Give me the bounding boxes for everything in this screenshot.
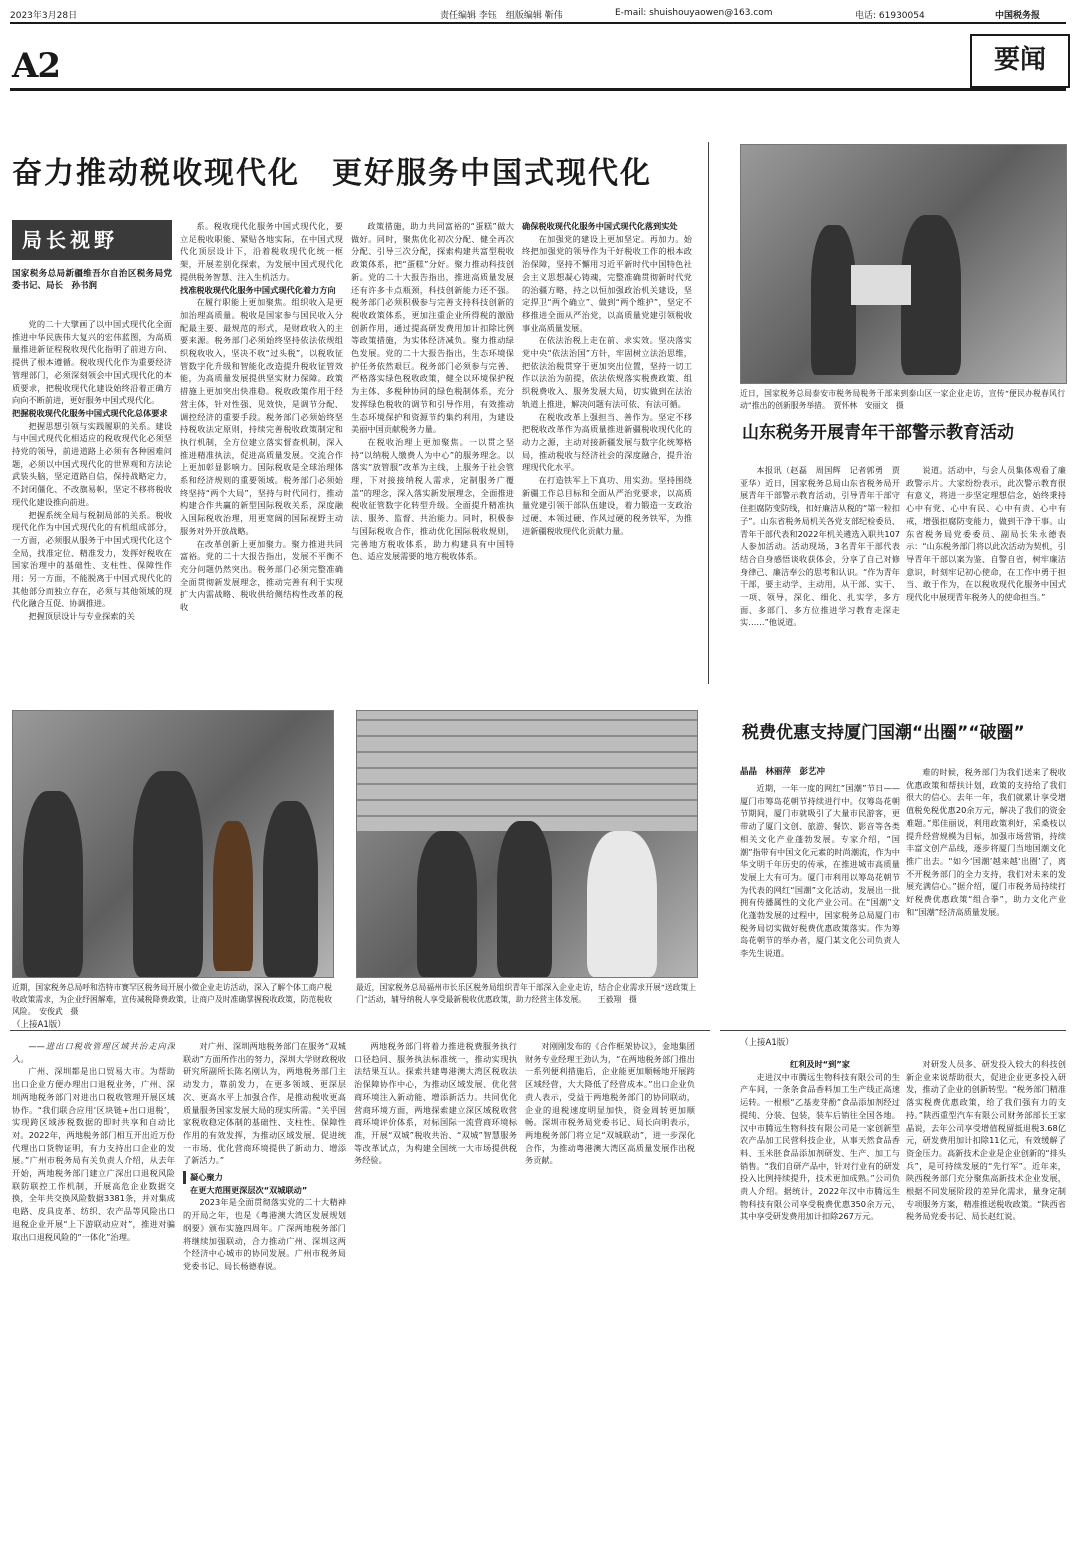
header-rule-thick: [10, 88, 1066, 91]
photo-caption-right: 近日，国家税务总局泰安市税务局税务干部来到泰山区一家企业走访，宣传“便民办税春风行动”推出的创新服务举措。 贾怀林 安丽文 摄: [740, 389, 1065, 410]
subheading: 在更大范围更深层次“双城联动”: [190, 1184, 308, 1195]
shandong-col-2: [906, 464, 1066, 684]
xiamen-col-2: [906, 766, 1066, 1017]
subheading: 红利及时“到”家: [790, 1059, 850, 1069]
xiamen-col-1: [740, 782, 900, 1017]
person-figure: [811, 225, 856, 375]
person-figure: [417, 831, 477, 977]
continued-label-2: （上接A1版）: [740, 1038, 794, 1048]
sx-col-1: [740, 1058, 900, 1545]
section-label: 要闻: [970, 34, 1070, 88]
article-col-3: [351, 220, 514, 683]
section-divider: [10, 1030, 710, 1031]
article-col-2: [180, 220, 343, 683]
cello-image: [213, 821, 253, 971]
paragraph: 在履行职能上更加聚焦。组织收入是更加治理高质量。税收是国家参与国民收入分配最主要、最规范的形式，是财政收入的主要来源。税务部门必须始终坚持依法依规组织税收收入，坚决不收“过头税”，以税收征管数字化升级和智能化改造提升税收征管效能，为高质量发展提供坚实财力保障。政策措施上更加突出快准稳。税收政策作用于经营主体，针对性强、见效快，是调节分配、调控经济的重要手段。税务部门必须始终坚持税收法定原则，持续完善税收政策制定和执行机制，全方位建立落实督查机制，深入推进精准执法，促进高质量发展。交流合作上更加彰显影响力。国际税收是全球治理体系和经济规则的重要领域。税务部门必须始终坚持“两个大局”，坚持与时代同行，推动构建合作共赢的新型国际税收关系，深度融入国际税收治理，用更宽阔的国际视野主动服务对外开放战略。: [180, 297, 343, 536]
flyer-image: [851, 265, 911, 305]
email: E-mail: shuishouyaowen@163.com: [615, 8, 773, 18]
header-rule: [10, 22, 1066, 24]
paragraph: 近期，一年一度的网红“国潮”节日——厦门市筹岛花朝节持续进行中。仅筹岛花朝节期间，厦门市就吸引了大量市民游客，更带动了厦门文创、旅游、餐饮、影音等各类相关文化产业蓬勃发展。专家介绍，“国潮”指带有中国文化元素的时尚潮流，作为中华文明千年历史的传承，在推进城市高质量发展上大有可为。厦门市利用以筹岛花朝节为代表的网红“国潮”文化活动，发展出一批拥有传播属性的文化产业公司。在“国潮”文化蓬勃发展的过程中，国家税务总局厦门市税务局切实做好税费优惠政策落实。作为筹岛花朝节的举办者，厦门某文化公司负责人李先生说道。: [740, 783, 900, 959]
paragraph: 对研发人员多、研发投入较大的科技创新企业来说帮助很大，促进企业更多投入研发，推动了企业的创新转型。“税务部门精准落实税费优惠政策，给了我们强有力的支持。”陕西重型汽车有限公司财务部部长王家晶说，去年公司享受增值税留抵退税3.68亿元，研发费用加计扣除11亿元，有效缓解了资金压力。高新技术企业是企业创新的“排头兵”，是可持续发展的“先行军”。近年来，陕西税务部门充分聚焦高新技术企业发展，根据不同发展阶段的差异化需求，量身定制专项服务方案，精准推送税收政策。“陕西省税务局党委书记、局长赵红说。: [906, 1059, 1066, 1222]
person-figure: [133, 771, 203, 977]
person-figure: [497, 821, 552, 977]
xiamen-headline: 税费优惠支持厦门国潮“出圈”“破圈”: [742, 723, 1025, 743]
paragraph: 把握系统全局与税制局部的关系。税收现代化作为中国式现代化的有机组成部分，一方面，必须服从服务于中国式现代化这个全局，找准定位、精准发力，发挥好税收在国家治理中的基础性、支柱性、保障性作用；另一方面，不能脱离于中国式现代化的其他部分而独立存在，必须与其他领域的现代化融合互促、协调推进。: [12, 509, 172, 609]
paragraph: 说道。活动中，与会人员集体观看了廉政警示片。大家纷纷表示，此次警示教育很有意义，将进一步坚定理想信念，始终秉持心中有党、心中有民、心中有责、心中有戒，增强拒腐防变能力，做到干净干事。山东省税务局党委委员、副局长朱永德表示：“山东税务部门将以此次活动为契机，引导青年干部以案为鉴、自警自省，树牢廉洁意识，时刻牢记初心使命，在工作中勇于担当、敢于作为，在以税收现代化服务中国式现代化中展现青年税务人的使命担当。”: [906, 465, 1066, 603]
paragraph: 两地税务部门将着力推进税费服务执行口径趋同、服务执法标准统一，推动实现执法结果互认。探索共建粤港澳大湾区税收法治保障协作中心，为推动区域发展、优化营商环境注入新动能、增添新活力。共同优化营商环境方面，两地探索建立深区域税收营商环境评价体系，对标国际一流营商环境标准，开展“双城”税收共治、“双城”智慧服务等改革试点，为构建全国统一大市场提供税务经验。: [354, 1041, 517, 1166]
paragraph: 系。税收现代化服务中国式现代化，要立足税收职能、紧贴各地实际，在中国式现代化顶层设计下，沿着税收现代化统一框架，开展差别化探索，为发展中国式现代化提供税务智慧、注入生机活力。: [180, 221, 343, 282]
photo-pharmacy-visit: [356, 710, 698, 978]
paragraph: ——进出口税收管理区域共治走向深入。: [12, 1041, 175, 1064]
paragraph: 在打造铁军上下真功、用实劲。坚持围绕新疆工作总目标和全面从严治党要求，以高质量党建引领干部队伍建设，着力锻造一支政治过硬、本领过硬、作风过硬的税务铁军，为推进新疆税收现代化贡献力量。: [522, 475, 692, 536]
paragraph: 广州、深圳都是出口贸易大市。为帮助出口企业方便办理出口退税业务，广州、深圳两地税务部门对进出口税收管理开展区域协作。“我们联合应用‘区块链+出口退税’，实现跨区域涉税数据的即时共享和自动比对。2022年，两地税务部门相互开出近万份代理出口货物证明，有力支持出口企业的发展。”广州市税务局有关负责人介绍，从去年开始，两地税务部门建立广深出口退税风险联防联控工作机制，开展高危企业数据交换，全年共交换风险数据3381条，并对集成电路、皮具皮革、纺织、农产品等风险出口退税企业开展“上下游联动应对”，推进对骗取出口退税风险的“一体化”治理。: [12, 1066, 175, 1242]
page-header: [10, 6, 1066, 20]
paragraph: 对广州、深圳两地税务部门在服务“双城联动”方面所作出的努力，深圳大学财政税收研究所副所长陈名刚认为，两地税务部门主动发力，靠前发力，在更多领域、更深层次、更高水平上加强合作，是推动税收更高质量服务国家发展大局的现实所需。“关乎国家税收稳定体制的基础性、支柱性、保障性作用的有效发挥，为推动区域发展、促进统一市场、优化营商环境提供了新动力、增添了新活力。”: [183, 1041, 346, 1166]
shandong-headline: 山东税务开展青年干部警示教育活动: [742, 423, 1014, 443]
photo-caption-mid: 最近，国家税务总局福州市长乐区税务局组织青年干部深入企业走访，结合企业需求开展“送政策上门”活动，辅导纳税人享受最新税收优惠政策，助力经营主体发展。 王毅翔 摄: [356, 983, 696, 1004]
page-number: A2: [12, 46, 61, 86]
paragraph: 在加强党的建设上更加坚定。再加力。始终把加强党的领导作为干好税收工作的根本政治保障，坚持不懈用习近平新时代中国特色社会主义思想凝心铸魂，完整准确贯彻新时代党的治疆方略，持之以恒加强政治机关建设，坚定捍卫“两个确立”、做到“两个维护”，坚定不移推进全面从严治党，以高质量党建引领税收事业高质量发展。: [522, 233, 692, 333]
page-headline: 奋力推动税收现代化 更好服务中国式现代化: [12, 156, 652, 191]
paragraph: 把握顶层设计与专业探索的关: [28, 611, 135, 622]
photo-instrument-shop: [12, 710, 334, 978]
gz-col-4: [525, 1040, 695, 1545]
paragraph: 对刚刚发布的《合作框架协议》，金地集团财务专业经理王劲认为，“在两地税务部门推出一系列便利措施后，企业能更加顺畅地开展跨区域经营，大大降低了经营成本。”出口企业负责人表示，受益于两地税务部门的协同联动，企业的退税速度明显加快，资金周转更加顺畅。深圳市税务局党委书记、局长向明表示，两地税务部门将立足“双城联动”，进一步深化合作，为推动粤港澳大湾区高质量发展作出税务贡献。: [525, 1041, 695, 1166]
paragraph: 把握思想引领与实践履职的关系。建设与中国式现代化相适应的税收现代化必须坚持党的领导，前进道路上必须有各种困难问题，必须以中国式现代化的世界观和方法论武装头脑，坚定道路自信，保持战略定力，不封闭僵化、不改旗易帜，坚定不移将税收现代化建设推向前进。: [12, 420, 172, 507]
subheading: 凝心聚力: [183, 1171, 346, 1184]
paragraph: 政策措施，助力共同富裕的“蛋糕”做大做好。同时，聚焦优化初次分配、健全再次分配、引导三次分配，探索构建共富型税收政策体系，把“蛋糕”分好。聚力推动科技创新。党的二十大报告指出，推进高质量发展还有许多卡点瓶颈，科技创新能力还不强。税务部门必须积极参与完善支持科技创新的税收政策体系，更加注重企业所得税的激励创新作用，通过提高研发费用加计扣除比例等政策措施，为实体经济减负。聚力推动绿色发展。党的二十大报告指出，生态环境保护任务依然艰巨。税务部门必须参与完善、严格落实绿色税收政策，健全以环境保护税为主体、多税种协同的绿色税制体系，充分发挥绿色税收的调节和引导作用，有效推动生态环境保护和资源节约集约利用，为建设美丽中国贡献税务力量。: [351, 221, 514, 435]
subheading: 确保税收现代化服务中国式现代化落到实处: [522, 221, 678, 231]
author-byline: 国家税务总局新疆维吾尔自治区税务局党委书记、局长 孙书润: [12, 269, 172, 291]
paragraph: 难的时候，税务部门为我们送来了税收优惠政策和帮扶计划，政策的支持给了我们很大的信心。去年一年，我们就累计享受增值税免税优惠20余万元，解决了我们的资金难题。”郑佳丽说，利用政策利好，采桑枝以提升经营规模为目标，加强市场营销，持续丰富文创产品线，逐步将厦门当地国潮文化推广出去。“如今‘国潮’越来越‘出圈’了，离不开税务部门的全力支持，我们对未来的发展充满信心。”据介绍，厦门市税务局持续打好税费优惠政策“组合拳”，助力文化产业和“国潮”经济高质量发展。: [906, 767, 1066, 917]
paragraph: 党的二十大擘画了以中国式现代化全面推进中华民族伟大复兴的宏伟蓝图，为高质量推进新征程税收现代化指明了前进方向、提供了根本遵循。税收现代化作为重要经济管理部门，必须深刻领会中国式现代化的本质要求，把税收现代化建设始终沿着正确方向向不断前进，更好服务中国式现代化。: [12, 319, 172, 406]
gz-col-1: [12, 1040, 175, 1545]
paragraph: 在税收改革上强担当、善作为。坚定不移把税收改革作为高质量推进新疆税收现代化的动力之源，主动对接新疆发展与数字化统筹格局，推动税收与经济社会的深度融合，提升治理现代化水平。: [522, 411, 692, 473]
issue-date: 2023年3月28日: [10, 11, 78, 21]
column-divider: [708, 142, 709, 684]
sx-col-2: [906, 1058, 1066, 1545]
shandong-col-1: [740, 464, 900, 684]
gz-col-3: [354, 1040, 517, 1545]
article-col-4: [522, 220, 692, 683]
person-figure: [587, 831, 657, 977]
person-figure: [263, 801, 318, 977]
paragraph: 在依法治税上走在前、求实效。坚决落实党中央“依法治国”方针，牢固树立法治思维，把依法治税贯穿于更加突出位置，坚持一切工作以法治为前提，依法依规落实税费政策、组织税费收入、服务发展大局，切实做到在法治轨道上推进，解决问题有法可依、有法可循。: [522, 335, 692, 409]
xiamen-byline: 晶晶 林丽萍 彭艺冲: [740, 767, 826, 777]
gz-col-2: [183, 1040, 346, 1545]
column-banner: 局长视野: [12, 220, 172, 260]
subheading: 把握税收现代化服务中国式现代化总体要求: [12, 407, 168, 418]
subheading: 找准税收现代化服务中国式现代化着力方向: [180, 284, 336, 295]
shelf-image: [357, 711, 697, 831]
phone: 电话: 61930054: [855, 11, 925, 21]
photo-tax-officers-visit: [740, 144, 1067, 384]
person-figure: [23, 791, 83, 977]
paragraph: 在税收治理上更加聚焦。一以贯之坚持“以纳税人缴费人为中心”的服务理念。以落实“放管服”改革为主线，上服务于社会管理，下对接接纳税人需求，定制服务广覆盖”的理念，深入落实新发展理念，全面推进税收征管数字化转型升级。全面提升精准执法、服务、监督、共治能力。同时，积极参与国际税收合作，推动优化国际税收规则，完善地方税收体系，助力构建具有中国特色、适应发展需要的地方税收体系。: [351, 436, 514, 562]
continued-label: （上接A1版）: [12, 1020, 66, 1030]
section-divider: [720, 1030, 1066, 1031]
photo-caption-left: 近期，国家税务总局呼和浩特市赛罕区税务局开展小微企业走访活动，深入了解个体工商户税收政策需求，为企业纾困解难，宣传减税降费政策，让商户及时准确掌握税收政策，防范税收风险。 安俊武 摄: [12, 983, 332, 1016]
paragraph: 本报讯（赵磊 周国辉 记者郭勇 贾亚华）近日，国家税务总局山东省税务局开展青年干部警示教育活动，引导青年干部守住拒腐防变防线，扣好廉洁从税的“第一粒扣子”。山东省税务局机关各党支部纪检委员、青年干部代表和2022年机关遴选入职共107人参加活动。活动现场，3名青年干部代表结合自身感悟谈收获体会，分享了自己对修身律己、廉洁奉公的思考和认识。“作为青年干部，要主动学、主动用，从干部、实干、一项、领导，深化、细化、扎实学，多方面、多部门、多方位推进学习教育走深走实……”他说道。: [740, 465, 900, 628]
paragraph: 2023年是全面贯彻落实党的二十大精神的开局之年，也是《粤港澳大湾区发展规划纲要》颁布实施四周年。广深两地税务部门将继续加强联动，合力推动广州、深圳这两个经济中心城市的协同发展。广州市税务局党委书记、局长杨德春说。: [183, 1197, 346, 1271]
paragraph: 走进汉中市腾远生物科技有限公司的生产车间，一条条食品香料加工生产线正高速运转。一根根“乙基麦芽酚”食品添加剂经过提纯、分装、包装，装车后销往全国各地。汉中市腾远生物科技有限公司是一家创新型农产品加工民营科技企业，从事天然食品香料、玉米胚食品添加剂研发、生产、加工与销售。“我们自研产品中，针对行业有的研发投入比例持续提升，技术更加成熟。”公司负责人介绍。据统计，2022年汉中市腾远生物科技有限公司享受税费优惠350余万元，其中享受研发费用加计扣除267万元。: [740, 1071, 900, 1222]
paper-name: 中国税务报: [995, 11, 1041, 21]
editor-credits: 责任编辑 李钰 组版编辑 靳伟: [440, 11, 563, 21]
paragraph: 在改革创新上更加聚力。聚力推进共同富裕。党的二十大报告指出，发展不平衡不充分问题仍然突出。税务部门必须完整准确全面贯彻新发展理念，推动完善有利于实现扩大内需战略、税收供给侧结构性改革的税收: [180, 538, 343, 613]
article-col-1: [12, 318, 172, 683]
